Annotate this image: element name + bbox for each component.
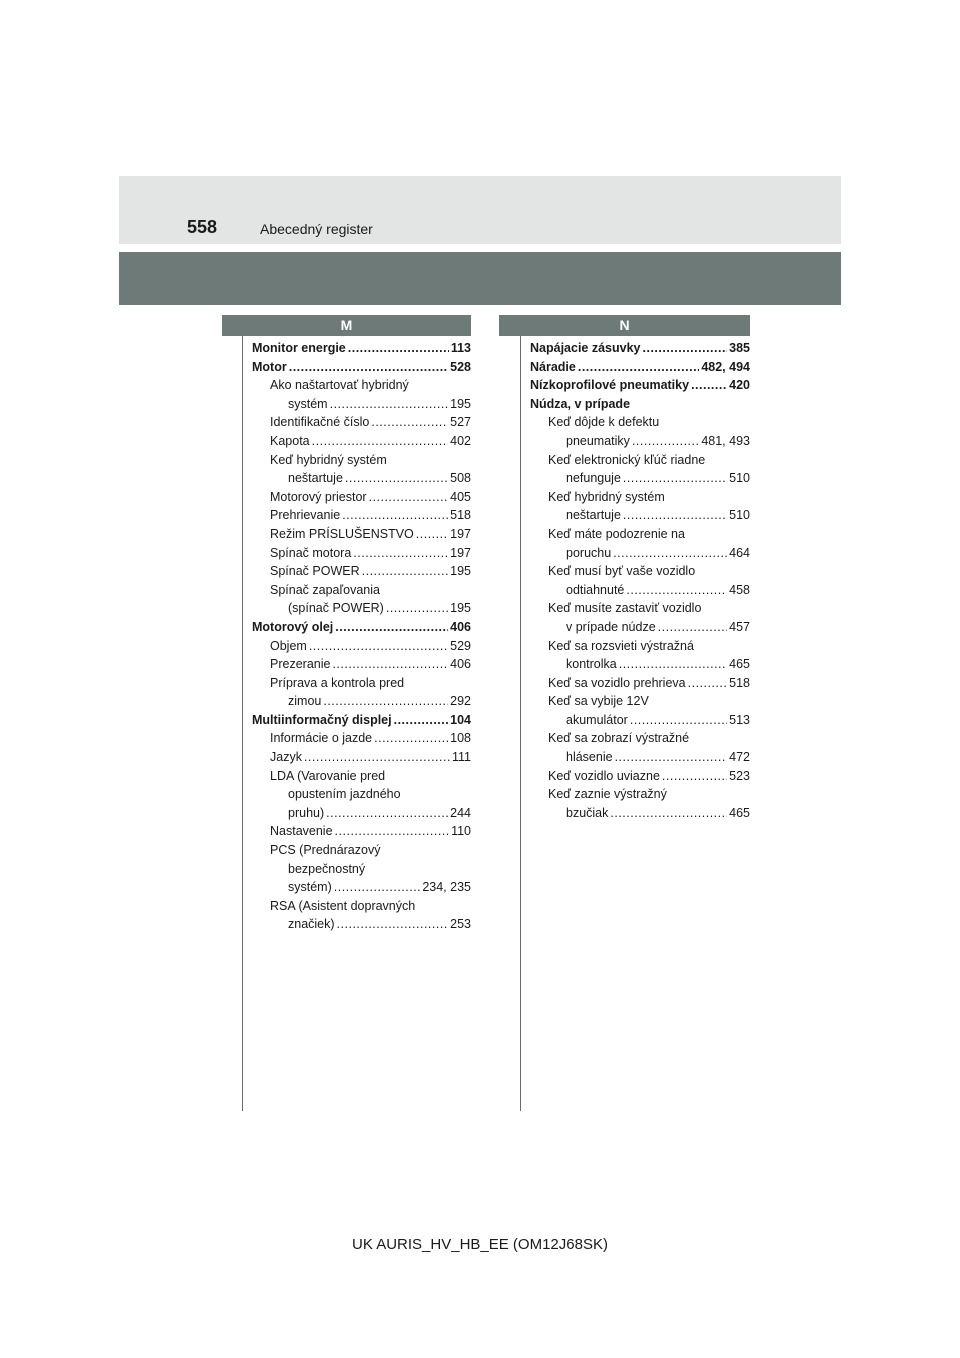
index-entry-text: Spínač motora	[270, 545, 352, 560]
index-entry	[252, 451, 471, 488]
index-entry	[530, 637, 750, 674]
dot-leader	[335, 822, 450, 841]
index-entry-text: v prípade núdze	[566, 619, 656, 634]
dot-leader	[342, 506, 448, 525]
index-entry	[252, 413, 471, 432]
index-entry-text: neštartuje	[566, 508, 621, 523]
index-entry-text: pneumatiky	[566, 433, 630, 448]
page-reference: 253	[450, 917, 471, 932]
index-entry	[252, 711, 471, 730]
index-entry	[252, 748, 471, 767]
header-dark-band	[119, 252, 841, 305]
index-entry-text: Ako naštartovať hybridný	[270, 378, 409, 393]
index-entry	[252, 822, 471, 841]
index-entry-text: akumulátor	[566, 712, 628, 727]
page-reference: 195	[450, 396, 471, 411]
dot-leader	[369, 488, 449, 507]
page-reference: 527	[450, 415, 471, 430]
index-entry	[252, 729, 471, 748]
dot-leader	[643, 339, 728, 358]
dot-leader	[613, 544, 727, 563]
dot-leader	[332, 655, 448, 674]
index-entry-text: opustením jazdného	[288, 787, 401, 802]
index-entry-text: Prezeranie	[270, 657, 331, 672]
dot-leader	[578, 358, 699, 377]
index-entry-text: Keď sa zobrazí výstražné	[548, 731, 690, 746]
index-entry-text: Keď hybridný systém	[548, 489, 665, 504]
index-entry-text: systém	[288, 396, 328, 411]
index-entry	[252, 562, 471, 581]
index-entry	[530, 339, 750, 358]
page-number: 558	[187, 217, 218, 237]
dot-leader	[626, 581, 727, 600]
page-reference: 234, 235	[422, 880, 471, 895]
page-reference: 244	[450, 805, 471, 820]
index-entry	[530, 599, 750, 636]
page-reference: 113	[450, 341, 471, 355]
dot-leader	[630, 711, 727, 730]
index-entry	[530, 785, 750, 822]
index-entry-text: Motorový olej	[252, 619, 334, 634]
index-entry	[530, 525, 750, 562]
index-entry-text: Keď sa vozidlo prehrieva	[548, 675, 686, 690]
dot-leader	[662, 767, 727, 786]
index-entry-text: kontrolka	[566, 657, 617, 672]
dot-leader	[337, 915, 449, 934]
index-entry	[252, 767, 471, 823]
index-entry-text: Režim PRÍSLUŠENSTVO	[270, 526, 414, 541]
index-entry-text: Príprava a kontrola pred	[270, 675, 405, 690]
index-entry	[530, 488, 750, 525]
index-entry-text: Keď sa rozsvieti výstražná	[548, 638, 694, 653]
page-reference: 518	[729, 675, 750, 690]
page-reference: 482, 494	[701, 359, 750, 374]
dot-leader	[691, 376, 727, 395]
model-code: UK AURIS_HV_HB_EE (OM12J68SK)	[352, 1236, 608, 1253]
page-reference: 465	[729, 657, 750, 672]
index-entry-text: Náradie	[530, 359, 576, 374]
index-entry-text: Keď dôjde k defektu	[548, 415, 660, 430]
page-reference: 385	[729, 341, 750, 355]
index-entry	[530, 562, 750, 599]
page-reference: 528	[450, 359, 471, 374]
page-reference: 508	[450, 471, 471, 486]
page-reference: 457	[729, 619, 750, 634]
page-reference: 292	[450, 694, 471, 709]
index-entry-text: Keď vozidlo uviazne	[548, 768, 660, 783]
page-reference: 406	[450, 657, 471, 672]
index-entry	[530, 451, 750, 488]
index-entry	[252, 618, 471, 637]
page-reference: 405	[450, 489, 471, 504]
index-entry-text: Napájacie zásuvky	[530, 341, 641, 355]
dot-leader	[615, 748, 728, 767]
index-entry-text: Informácie o jazde	[270, 731, 373, 746]
page-reference: 195	[450, 564, 471, 579]
dot-leader	[335, 618, 448, 637]
index-entry-text: LDA (Varovanie pred	[270, 768, 386, 783]
column-rule-right	[520, 336, 521, 1111]
index-entry-text: Motorový priestor	[270, 489, 367, 504]
index-entry	[252, 506, 471, 525]
index-entry	[530, 376, 750, 395]
dot-leader	[632, 432, 699, 451]
index-entry-text: Jazyk	[270, 750, 302, 765]
dot-leader	[330, 395, 449, 414]
index-entry-text: odtiahnuté	[566, 582, 625, 597]
page-reference: 513	[729, 712, 750, 727]
index-entry	[252, 581, 471, 618]
index-entry-text: Objem	[270, 638, 307, 653]
index-entry-text: nefunguje	[566, 471, 621, 486]
index-entry-text: Identifikačné číslo	[270, 415, 370, 430]
dot-leader	[345, 469, 448, 488]
section-title: Abecedný register	[260, 221, 373, 237]
index-entry-text: PCS (Prednárazový	[270, 843, 381, 858]
dot-leader	[348, 339, 449, 358]
index-entry-text: Keď musí byť vaše vozidlo	[548, 564, 696, 579]
index-entry-text: Multiinformačný displej	[252, 712, 392, 727]
dot-leader	[323, 692, 448, 711]
page-reference: 402	[450, 433, 471, 448]
dot-leader	[334, 878, 421, 897]
dot-leader	[353, 544, 448, 563]
index-column-n	[530, 339, 750, 822]
dot-leader	[416, 525, 448, 544]
header-light-band	[119, 176, 841, 244]
dot-leader	[309, 637, 448, 656]
page-reference: 472	[729, 750, 750, 765]
dot-leader	[619, 655, 727, 674]
index-entry	[252, 674, 471, 711]
page-reference: 458	[729, 582, 750, 597]
index-entry-text: značiek)	[288, 917, 335, 932]
index-entry	[530, 767, 750, 786]
index-entry-text: Monitor energie	[252, 341, 346, 355]
page-reference: 518	[450, 508, 471, 523]
dot-leader	[623, 469, 727, 488]
index-entry-text: Keď zaznie výstražný	[548, 787, 667, 802]
index-entry	[252, 525, 471, 544]
index-entry	[252, 544, 471, 563]
page-reference: 108	[450, 731, 471, 746]
dot-leader	[623, 506, 727, 525]
page-reference: 420	[729, 378, 750, 393]
index-entry-text: bezpečnostný	[288, 861, 366, 876]
dot-leader	[394, 711, 449, 730]
dot-leader	[374, 729, 448, 748]
index-entry-text: RSA (Asistent dopravných	[270, 898, 416, 913]
index-entry-text: Keď sa vybije 12V	[548, 694, 649, 709]
index-entry	[530, 358, 750, 377]
dot-leader	[688, 674, 728, 693]
index-entry-text: Spínač zapaľovania	[270, 582, 380, 597]
page-reference: 197	[450, 526, 471, 541]
index-entry-text: Prehrievanie	[270, 508, 341, 523]
index-entry	[530, 395, 750, 414]
index-entry	[252, 376, 471, 413]
index-entry-text: Nízkoprofilové pneumatiky	[530, 378, 690, 393]
index-entry	[252, 488, 471, 507]
column-rule-left	[242, 336, 243, 1111]
page-reference: 111	[451, 750, 471, 765]
dot-leader	[362, 562, 449, 581]
index-entry	[530, 692, 750, 729]
index-entry-text: Nastavenie	[270, 824, 333, 839]
page-reference: 510	[729, 508, 750, 523]
index-entry-text: neštartuje	[288, 471, 343, 486]
index-entry	[252, 655, 471, 674]
dot-leader	[289, 358, 448, 377]
page-reference: 104	[450, 712, 471, 727]
index-entry	[252, 841, 471, 897]
dot-leader	[386, 599, 448, 618]
page-reference: 529	[450, 638, 471, 653]
page-reference: 510	[729, 471, 750, 486]
index-entry	[252, 358, 471, 377]
page-reference: 481, 493	[701, 433, 750, 448]
index-entry	[530, 413, 750, 450]
page-reference: 465	[729, 805, 750, 820]
index-entry-text: Keď elektronický kľúč riadne	[548, 452, 706, 467]
index-letter-n: N	[499, 315, 750, 336]
index-entry-text: systém)	[288, 880, 332, 895]
index-entry	[252, 432, 471, 451]
page-reference: 464	[729, 545, 750, 560]
index-entry	[252, 897, 471, 934]
page-reference: 195	[450, 601, 471, 616]
index-entry-text: hlásenie	[566, 750, 613, 765]
index-entry-text: (spínač POWER)	[288, 601, 384, 616]
index-entry-text: poruchu	[566, 545, 612, 560]
dot-leader	[610, 804, 727, 823]
page-reference: 523	[729, 768, 750, 783]
index-entry-text: Kapota	[270, 433, 310, 448]
index-entry-text: Motor	[252, 359, 287, 374]
page-reference: 406	[450, 619, 471, 634]
index-entry-text: Keď máte podozrenie na	[548, 526, 685, 541]
dot-leader	[304, 748, 450, 767]
index-entry-text: zimou	[288, 694, 322, 709]
dot-leader	[658, 618, 727, 637]
page-reference: 110	[451, 824, 471, 839]
index-entry-text: pruhu)	[288, 805, 325, 820]
dot-leader	[371, 413, 448, 432]
index-entry-text: Spínač POWER	[270, 564, 360, 579]
dot-leader	[312, 432, 449, 451]
index-entry	[530, 674, 750, 693]
index-entry-text: Keď musíte zastaviť vozidlo	[548, 601, 702, 616]
index-entry-text: bzučiak	[566, 805, 609, 820]
index-entry-text: Keď hybridný systém	[270, 452, 387, 467]
index-entry	[252, 339, 471, 358]
index-column-m	[252, 339, 471, 934]
index-entry-text: Núdza, v prípade	[530, 396, 631, 411]
dot-leader	[326, 804, 448, 823]
index-entry	[252, 637, 471, 656]
index-entry	[530, 729, 750, 766]
page-reference: 197	[450, 545, 471, 560]
index-letter-m: M	[222, 315, 471, 336]
